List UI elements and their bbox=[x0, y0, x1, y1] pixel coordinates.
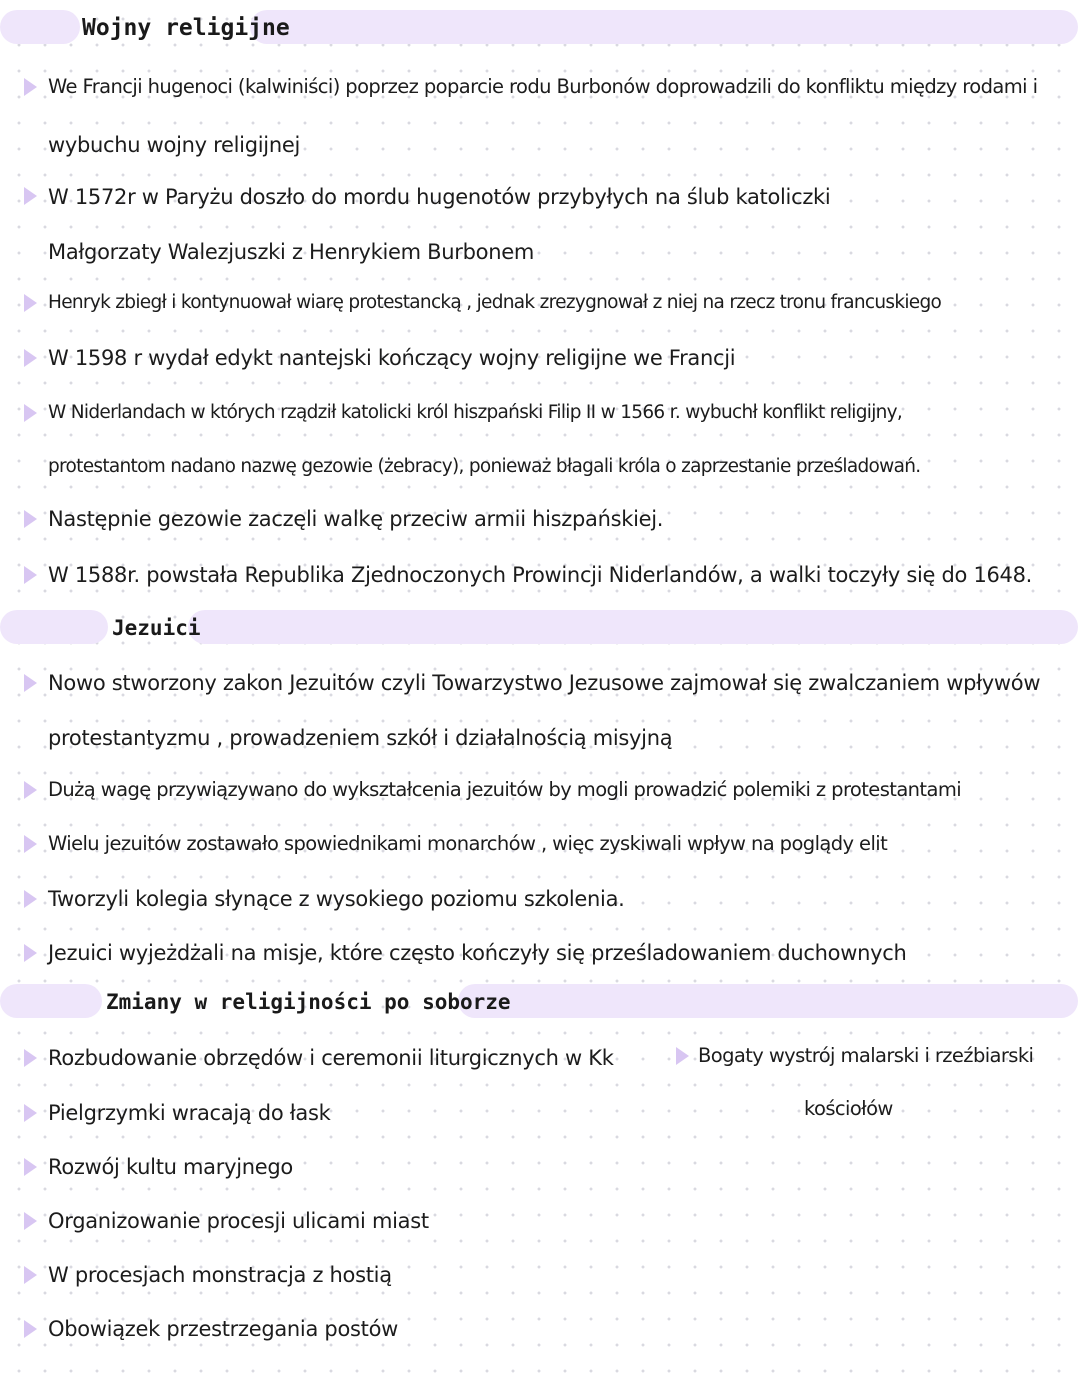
list-item: Małgorzaty Walezjuszki z Henrykiem Burbonem bbox=[48, 240, 534, 264]
bullet-arrow-icon bbox=[24, 510, 37, 528]
list-item: Organizowanie procesji ulicami miast bbox=[48, 1209, 429, 1233]
section-header-band bbox=[0, 984, 102, 1018]
list-item: W 1572r w Paryżu doszło do mordu hugenotów przybyłych na ślub katoliczki bbox=[48, 185, 831, 209]
list-item: W 1598 r wydał edykt nantejski kończący wojny religijne we Francji bbox=[48, 346, 736, 370]
list-item: Henryk zbiegł i kontynuował wiarę protestancką , jednak zrezygnował z niej na rzecz tronu francuskiego bbox=[48, 292, 942, 313]
list-item: We Francji hugenoci (kalwiniści) poprzez poparcie rodu Burbonów doprowadzili do konfliktu między rodami i bbox=[48, 75, 1038, 98]
list-item: Jezuici wyjeżdżali na misje, które często kończyły się prześladowaniem duchownych bbox=[48, 941, 907, 965]
list-item: Obowiązek przestrzegania postów bbox=[48, 1317, 398, 1341]
section-header-band bbox=[188, 610, 1078, 644]
list-item: wybuchu wojny religijnej bbox=[48, 133, 300, 157]
section-header-band bbox=[0, 610, 108, 644]
list-item: Bogaty wystrój malarski i rzeźbiarski bbox=[698, 1044, 1034, 1067]
list-item: protestantyzmu , prowadzeniem szkół i działalnością misyjną bbox=[48, 726, 673, 750]
section-title: Jezuici bbox=[112, 616, 201, 640]
list-item: Pielgrzymki wracają do łask bbox=[48, 1101, 331, 1125]
bullet-arrow-icon bbox=[24, 835, 37, 853]
list-item: Wielu jezuitów zostawało spowiednikami monarchów , więc zyskiwali wpływ na poglądy elit bbox=[48, 832, 888, 855]
bullet-arrow-icon bbox=[24, 1320, 37, 1338]
section-header-band bbox=[0, 10, 80, 44]
section-title: Zmiany w religijności po soborze bbox=[106, 990, 511, 1014]
bullet-arrow-icon bbox=[676, 1047, 689, 1065]
list-item: Następnie gezowie zaczęli walkę przeciw armii hiszpańskiej. bbox=[48, 507, 664, 531]
list-item: Nowo stworzony zakon Jezuitów czyli Towarzystwo Jezusowe zajmował się zwalczaniem wpływów bbox=[48, 671, 1041, 695]
bullet-arrow-icon bbox=[24, 1266, 37, 1284]
section-title: Wojny religijne bbox=[82, 15, 290, 41]
bullet-arrow-icon bbox=[24, 1158, 37, 1176]
bullet-arrow-icon bbox=[24, 566, 37, 584]
bullet-arrow-icon bbox=[24, 944, 37, 962]
bullet-arrow-icon bbox=[24, 1212, 37, 1230]
bullet-arrow-icon bbox=[24, 294, 37, 312]
section-header-band bbox=[250, 10, 1078, 44]
bullet-arrow-icon bbox=[24, 78, 37, 96]
list-item: kościołów bbox=[804, 1097, 893, 1120]
bullet-arrow-icon bbox=[24, 349, 37, 367]
bullet-arrow-icon bbox=[24, 404, 37, 422]
bullet-arrow-icon bbox=[24, 781, 37, 799]
bullet-arrow-icon bbox=[24, 1049, 37, 1067]
list-item: W Niderlandach w których rządził katolicki król hiszpański Filip II w 1566 r. wybuchł konflikt religijny, bbox=[48, 402, 903, 423]
section-header-band bbox=[458, 984, 1078, 1018]
bullet-arrow-icon bbox=[24, 187, 37, 205]
list-item: W 1588r. powstała Republika Zjednoczonych Prowincji Niderlandów, a walki toczyły się do 1648. bbox=[48, 563, 1033, 587]
bullet-arrow-icon bbox=[24, 1104, 37, 1122]
list-item: Dużą wagę przywiązywano do wykształcenia jezuitów by mogli prowadzić polemiki z protestantami bbox=[48, 778, 962, 801]
list-item: Rozbudowanie obrzędów i ceremonii liturgicznych w Kk bbox=[48, 1046, 614, 1070]
bullet-arrow-icon bbox=[24, 890, 37, 908]
list-item: W procesjach monstracja z hostią bbox=[48, 1263, 392, 1287]
bullet-arrow-icon bbox=[24, 674, 37, 692]
list-item: Rozwój kultu maryjnego bbox=[48, 1155, 293, 1179]
list-item: Tworzyli kolegia słynące z wysokiego poziomu szkolenia. bbox=[48, 887, 625, 911]
list-item: protestantom nadano nazwę gezowie (żebracy), ponieważ błagali króla o zaprzestanie prześladowań. bbox=[48, 456, 921, 477]
